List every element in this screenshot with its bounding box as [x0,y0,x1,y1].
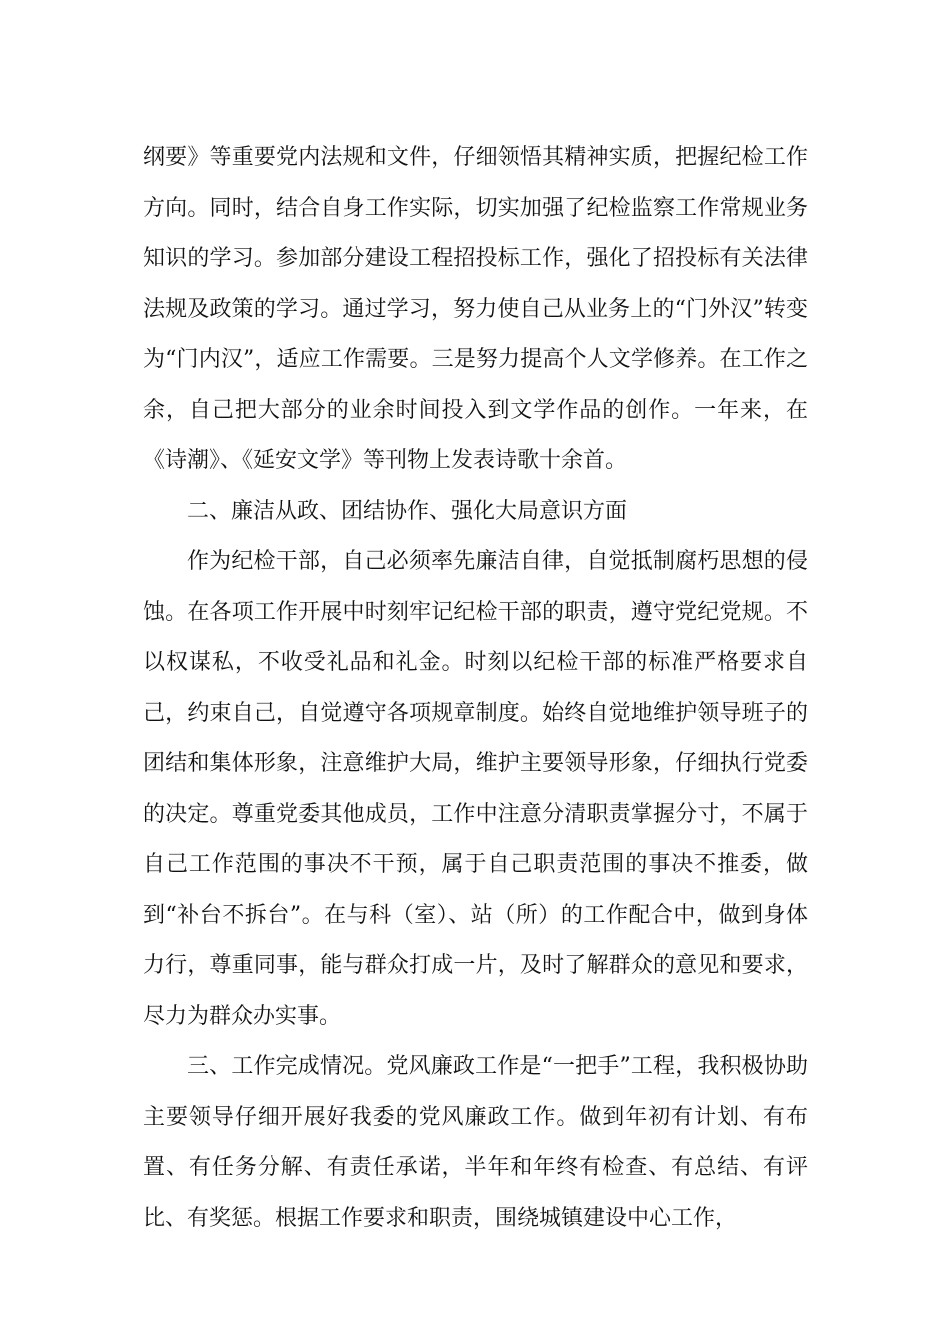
section-heading-2: 二、廉洁从政、团结协作、强化大局意识方面 [187,498,628,524]
paragraph-integrity: 作为纪检干部，自己必须率先廉洁自律，自觉抵制腐朽思想的侵蚀。在各项工作开展中时刻牢记纪检干部的职责，遵守党纪党规。不以权谋私，不收受礼品和礼金。时刻以纪检干部的标准严格要求自己，约束自己，自觉遵守各项规章制度。始终自觉地维护领导班子的团结和集体形象，注意维护大局，维护主要领导形象，仔细执行党委的决定。尊重党委其他成员，工作中注意分清职责掌握分寸，不属于自己工作范围的事决不干预，属于自己职责范围的事决不推委，做到“补台不拆台”。在与科（室）、站（所）的工作配合中，做到身体力行，尊重同事，能与群众打成一片，及时了解群众的意见和要求，尽力为群众办实事。 [143,549,808,1029]
section-heading-3: 三、工作完成情况。党风廉政工作是“一把手”工程，我积极协助主要领导仔细开展好我委的党风廉政工作。做到年初有计划、有布置、有任务分解、有责任承诺，半年和年终有检查、有总结、有评比、有奖惩。根据工作要求和职责，围绕城镇建设中心工作， [143,1054,808,1231]
paragraph-continuation: 纲要》等重要党内法规和文件，仔细领悟其精神实质，把握纪检工作方向。同时，结合自身工作实际，切实加强了纪检监察工作常规业务知识的学习。参加部分建设工程招投标工作，强化了招投标有关法律法规及政策的学习。通过学习，努力使自己从业务上的“门外汉”转变为“门内汉”，适应工作需要。三是努力提高个人文学修养。在工作之余，自己把大部分的业余时间投入到文学作品的创作。一年来，在《诗潮》、《延安文学》等刊物上发表诗歌十余首。 [143,145,808,473]
document-body [143,133,808,1244]
